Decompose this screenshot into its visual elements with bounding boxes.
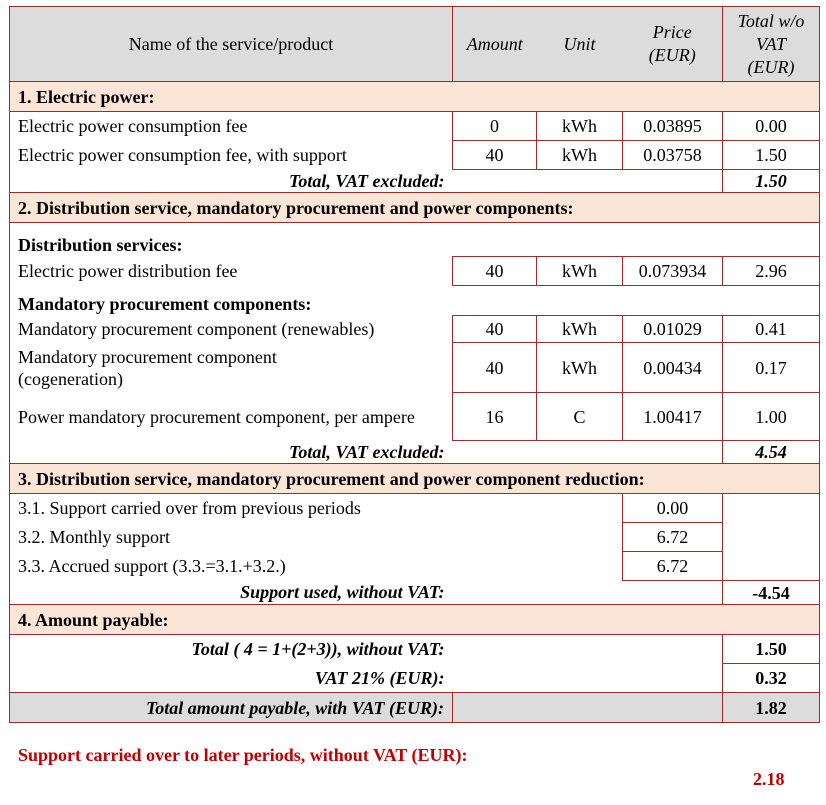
total-without-vat-value: 1.50 xyxy=(723,635,820,664)
support-used-row xyxy=(10,581,820,605)
row-unit: kWh xyxy=(537,141,623,170)
section-1-total-label: Total, VAT excluded: xyxy=(10,170,453,193)
row-name: 3.2. Monthly support xyxy=(10,523,623,552)
carried-over-value: 2.18 xyxy=(753,769,785,789)
row-name: Electric power consumption fee xyxy=(10,112,453,141)
row-value: 6.72 xyxy=(623,552,723,581)
row-amount: 16 xyxy=(453,393,537,441)
row-price: 0.01029 xyxy=(623,316,723,343)
support-used-label: Support used, without VAT: xyxy=(10,581,453,605)
table-row xyxy=(10,343,820,393)
section-1-total-value: 1.50 xyxy=(723,170,820,193)
header-name: Name of the service/product xyxy=(10,7,453,82)
subsection-row xyxy=(10,286,820,316)
subsection-distribution: Distribution services: xyxy=(10,223,820,257)
vat-value: 0.32 xyxy=(723,664,820,693)
grand-total-row xyxy=(10,693,820,723)
section-1-title: 1. Electric power: xyxy=(10,82,820,112)
vat-row xyxy=(10,664,820,693)
row-total: 1.00 xyxy=(723,393,820,441)
row-price: 0.03758 xyxy=(623,141,723,170)
section-4-title: 4. Amount payable: xyxy=(10,605,820,635)
row-unit: kWh xyxy=(537,112,623,141)
row-total: 2.96 xyxy=(723,257,820,286)
row-unit: kWh xyxy=(537,257,623,286)
row-name: Power mandatory procurement component, per ampere xyxy=(10,393,453,441)
row-total: 0.17 xyxy=(723,343,820,393)
header-unit: Unit xyxy=(537,7,623,82)
invoice-table xyxy=(9,6,820,723)
table-row xyxy=(10,393,820,441)
section-3-title: 3. Distribution service, mandatory procurement and power component reduction: xyxy=(10,464,820,494)
section-1-header xyxy=(10,82,820,112)
row-name: Mandatory procurement component (cogeneration) xyxy=(10,343,453,393)
row-name: Electric power consumption fee, with support xyxy=(10,141,453,170)
table-row xyxy=(10,112,820,141)
row-total: 1.50 xyxy=(723,141,820,170)
section-2-header xyxy=(10,193,820,223)
grand-total-label: Total amount payable, with VAT (EUR): xyxy=(10,693,453,723)
row-amount: 0 xyxy=(453,112,537,141)
row-name: Electric power distribution fee xyxy=(10,257,453,286)
row-total: 0.41 xyxy=(723,316,820,343)
carried-over-label: Support carried over to later periods, without VAT (EUR): xyxy=(18,745,468,765)
table-row xyxy=(10,523,820,552)
table-row xyxy=(10,257,820,286)
table-row xyxy=(10,494,820,523)
table-row xyxy=(10,552,820,581)
support-used-value: -4.54 xyxy=(723,581,820,605)
table-row xyxy=(10,141,820,170)
row-unit: kWh xyxy=(537,343,623,393)
row-price: 0.073934 xyxy=(623,257,723,286)
row-price: 1.00417 xyxy=(623,393,723,441)
subsection-row xyxy=(10,223,820,257)
row-price: 0.03895 xyxy=(623,112,723,141)
section-2-total-value: 4.54 xyxy=(723,441,820,464)
row-amount: 40 xyxy=(453,257,537,286)
table-header xyxy=(10,7,820,82)
header-price: Price (EUR) xyxy=(623,7,723,82)
invoice-document xyxy=(9,6,819,723)
table-row xyxy=(10,316,820,343)
row-name: 3.1. Support carried over from previous periods xyxy=(10,494,623,523)
row-value: 6.72 xyxy=(623,523,723,552)
section-4-header xyxy=(10,605,820,635)
row-amount: 40 xyxy=(453,141,537,170)
row-total: 0.00 xyxy=(723,112,820,141)
header-amount: Amount xyxy=(453,7,537,82)
total-without-vat-row xyxy=(10,635,820,664)
carried-over-note xyxy=(18,743,818,789)
row-name: Mandatory procurement component (renewables) xyxy=(10,316,453,343)
row-amount: 40 xyxy=(453,343,537,393)
row-amount: 40 xyxy=(453,316,537,343)
row-price: 0.00434 xyxy=(623,343,723,393)
section-2-title: 2. Distribution service, mandatory procurement and power components: xyxy=(10,193,820,223)
subsection-mandatory: Mandatory procurement components: xyxy=(10,286,820,316)
section-2-total-row xyxy=(10,441,820,464)
row-unit: kWh xyxy=(537,316,623,343)
row-name: 3.3. Accrued support (3.3.=3.1.+3.2.) xyxy=(10,552,623,581)
section-3-header xyxy=(10,464,820,494)
total-without-vat-label: Total ( 4 = 1+(2+3)), without VAT: xyxy=(10,635,453,664)
section-1-total-row xyxy=(10,170,820,193)
vat-label: VAT 21% (EUR): xyxy=(10,664,453,693)
section-2-total-label: Total, VAT excluded: xyxy=(10,441,453,464)
row-value: 0.00 xyxy=(623,494,723,523)
header-total: Total w/o VAT (EUR) xyxy=(723,7,820,82)
grand-total-value: 1.82 xyxy=(723,693,820,723)
row-unit: C xyxy=(537,393,623,441)
